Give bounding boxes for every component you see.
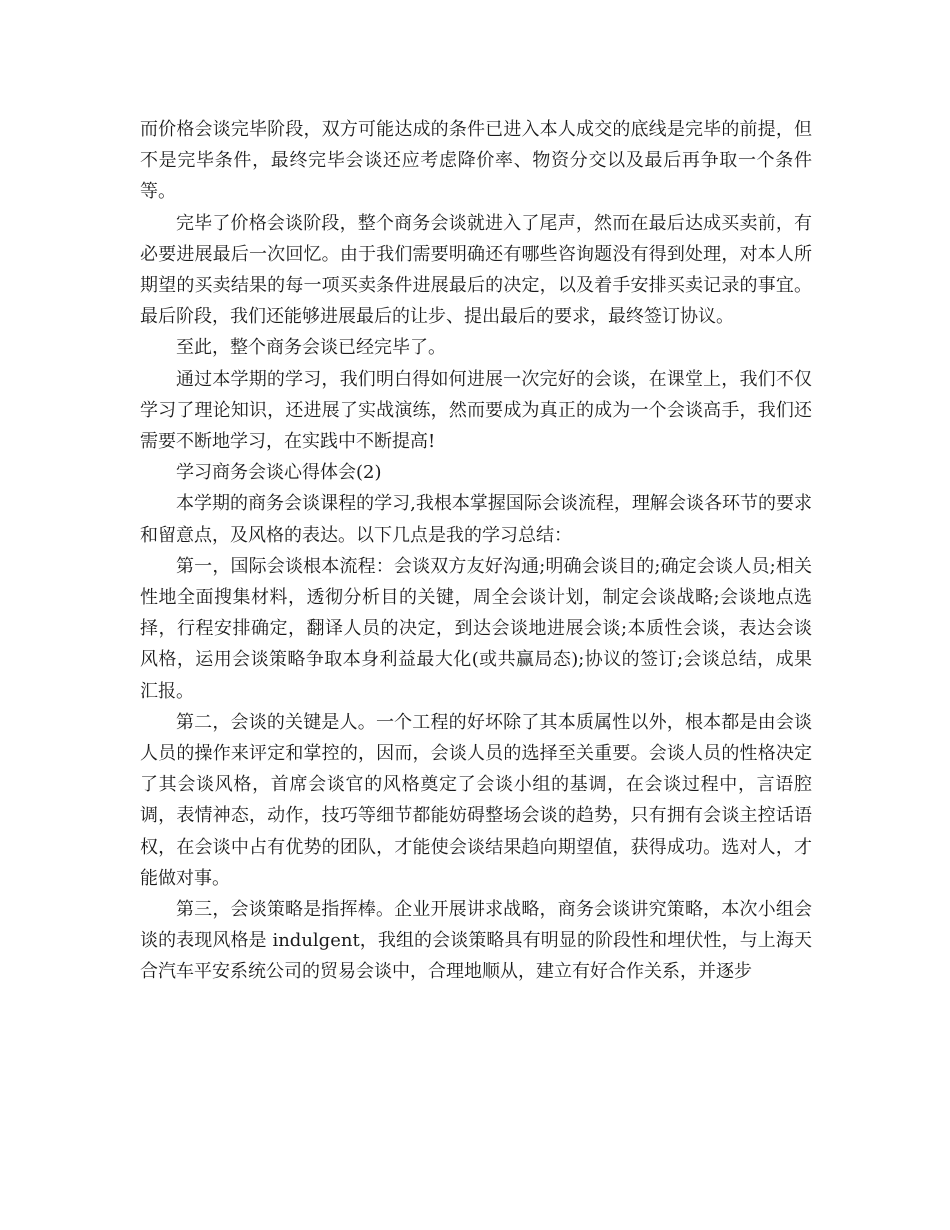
paragraph-7: 第一，国际会谈根本流程：会谈双方友好沟通;明确会谈目的;确定会谈人员;相关性地全面搜集材料，透彻分析目的关键，周全会谈计划，制定会谈战略;会谈地点选择，行程安排确定，翻译人员的决定，到达会谈地进展会谈;本质性会谈，表达会谈风格，运用会谈策略争取本身利益最大化(或共赢局态);协议的签订;会谈总结，成果汇报。 (140, 555, 812, 702)
paragraph-8: 第二，会谈的关键是人。一个工程的好坏除了其本质属性以外，根本都是由会谈人员的操作来评定和掌控的，因而，会谈人员的选择至关重要。会谈人员的性格决定了其会谈风格，首席会谈官的风格奠定了会谈小组的基调，在会谈过程中，言语腔调，表情神态，动作，技巧等细节都能妨碍整场会谈的趋势，只有拥有会谈主控话语权，在会谈中占有优势的团队，才能使会谈结果趋向期望值，获得成功。选对人，才能做对事。 (140, 711, 812, 889)
paragraph-2: 完毕了价格会谈阶段，整个商务会谈就进入了尾声，然而在最后达成买卖前，有必要进展最后一次回忆。由于我们需要明确还有哪些咨询题没有得到处理，对本人所期望的买卖结果的每一项买卖条件进展最后的决定，以及着手安排买卖记录的事宜。最后阶段，我们还能够进展最后的让步、提出最后的要求，最终签订协议。 (140, 212, 812, 328)
document-page (140, 114, 812, 988)
paragraph-1: 而价格会谈完毕阶段，双方可能达成的条件已进入本人成交的底线是完毕的前提，但不是完毕条件，最终完毕会谈还应考虑降价率、物资分交以及最后再争取一个条件等。 (140, 119, 812, 203)
paragraph-3: 至此，整个商务会谈已经完毕了。 (176, 337, 446, 359)
section-heading: 学习商务会谈心得体会(2) (176, 462, 382, 484)
paragraph-9: 第三，会谈策略是指挥棒。企业开展讲求战略，商务会谈讲究策略，本次小组会谈的表现风格是 indulgent，我组的会谈策略具有明显的阶段性和埋伏性，与上海天合汽车平安系统公司的贸易会谈中，合理地顺从，建立有好合作关系，并逐步 (140, 899, 812, 983)
paragraph-4: 通过本学期的学习，我们明白得如何进展一次完好的会谈，在课堂上，我们不仅学习了理论知识，还进展了实战演练，然而要成为真正的成为一个会谈高手，我们还需要不断地学习，在实践中不断提高! (140, 368, 812, 453)
paragraph-6: 本学期的商务会谈课程的学习,我根本掌握国际会谈流程，理解会谈各环节的要求和留意点，及风格的表达。以下几点是我的学习总结： (140, 493, 812, 546)
